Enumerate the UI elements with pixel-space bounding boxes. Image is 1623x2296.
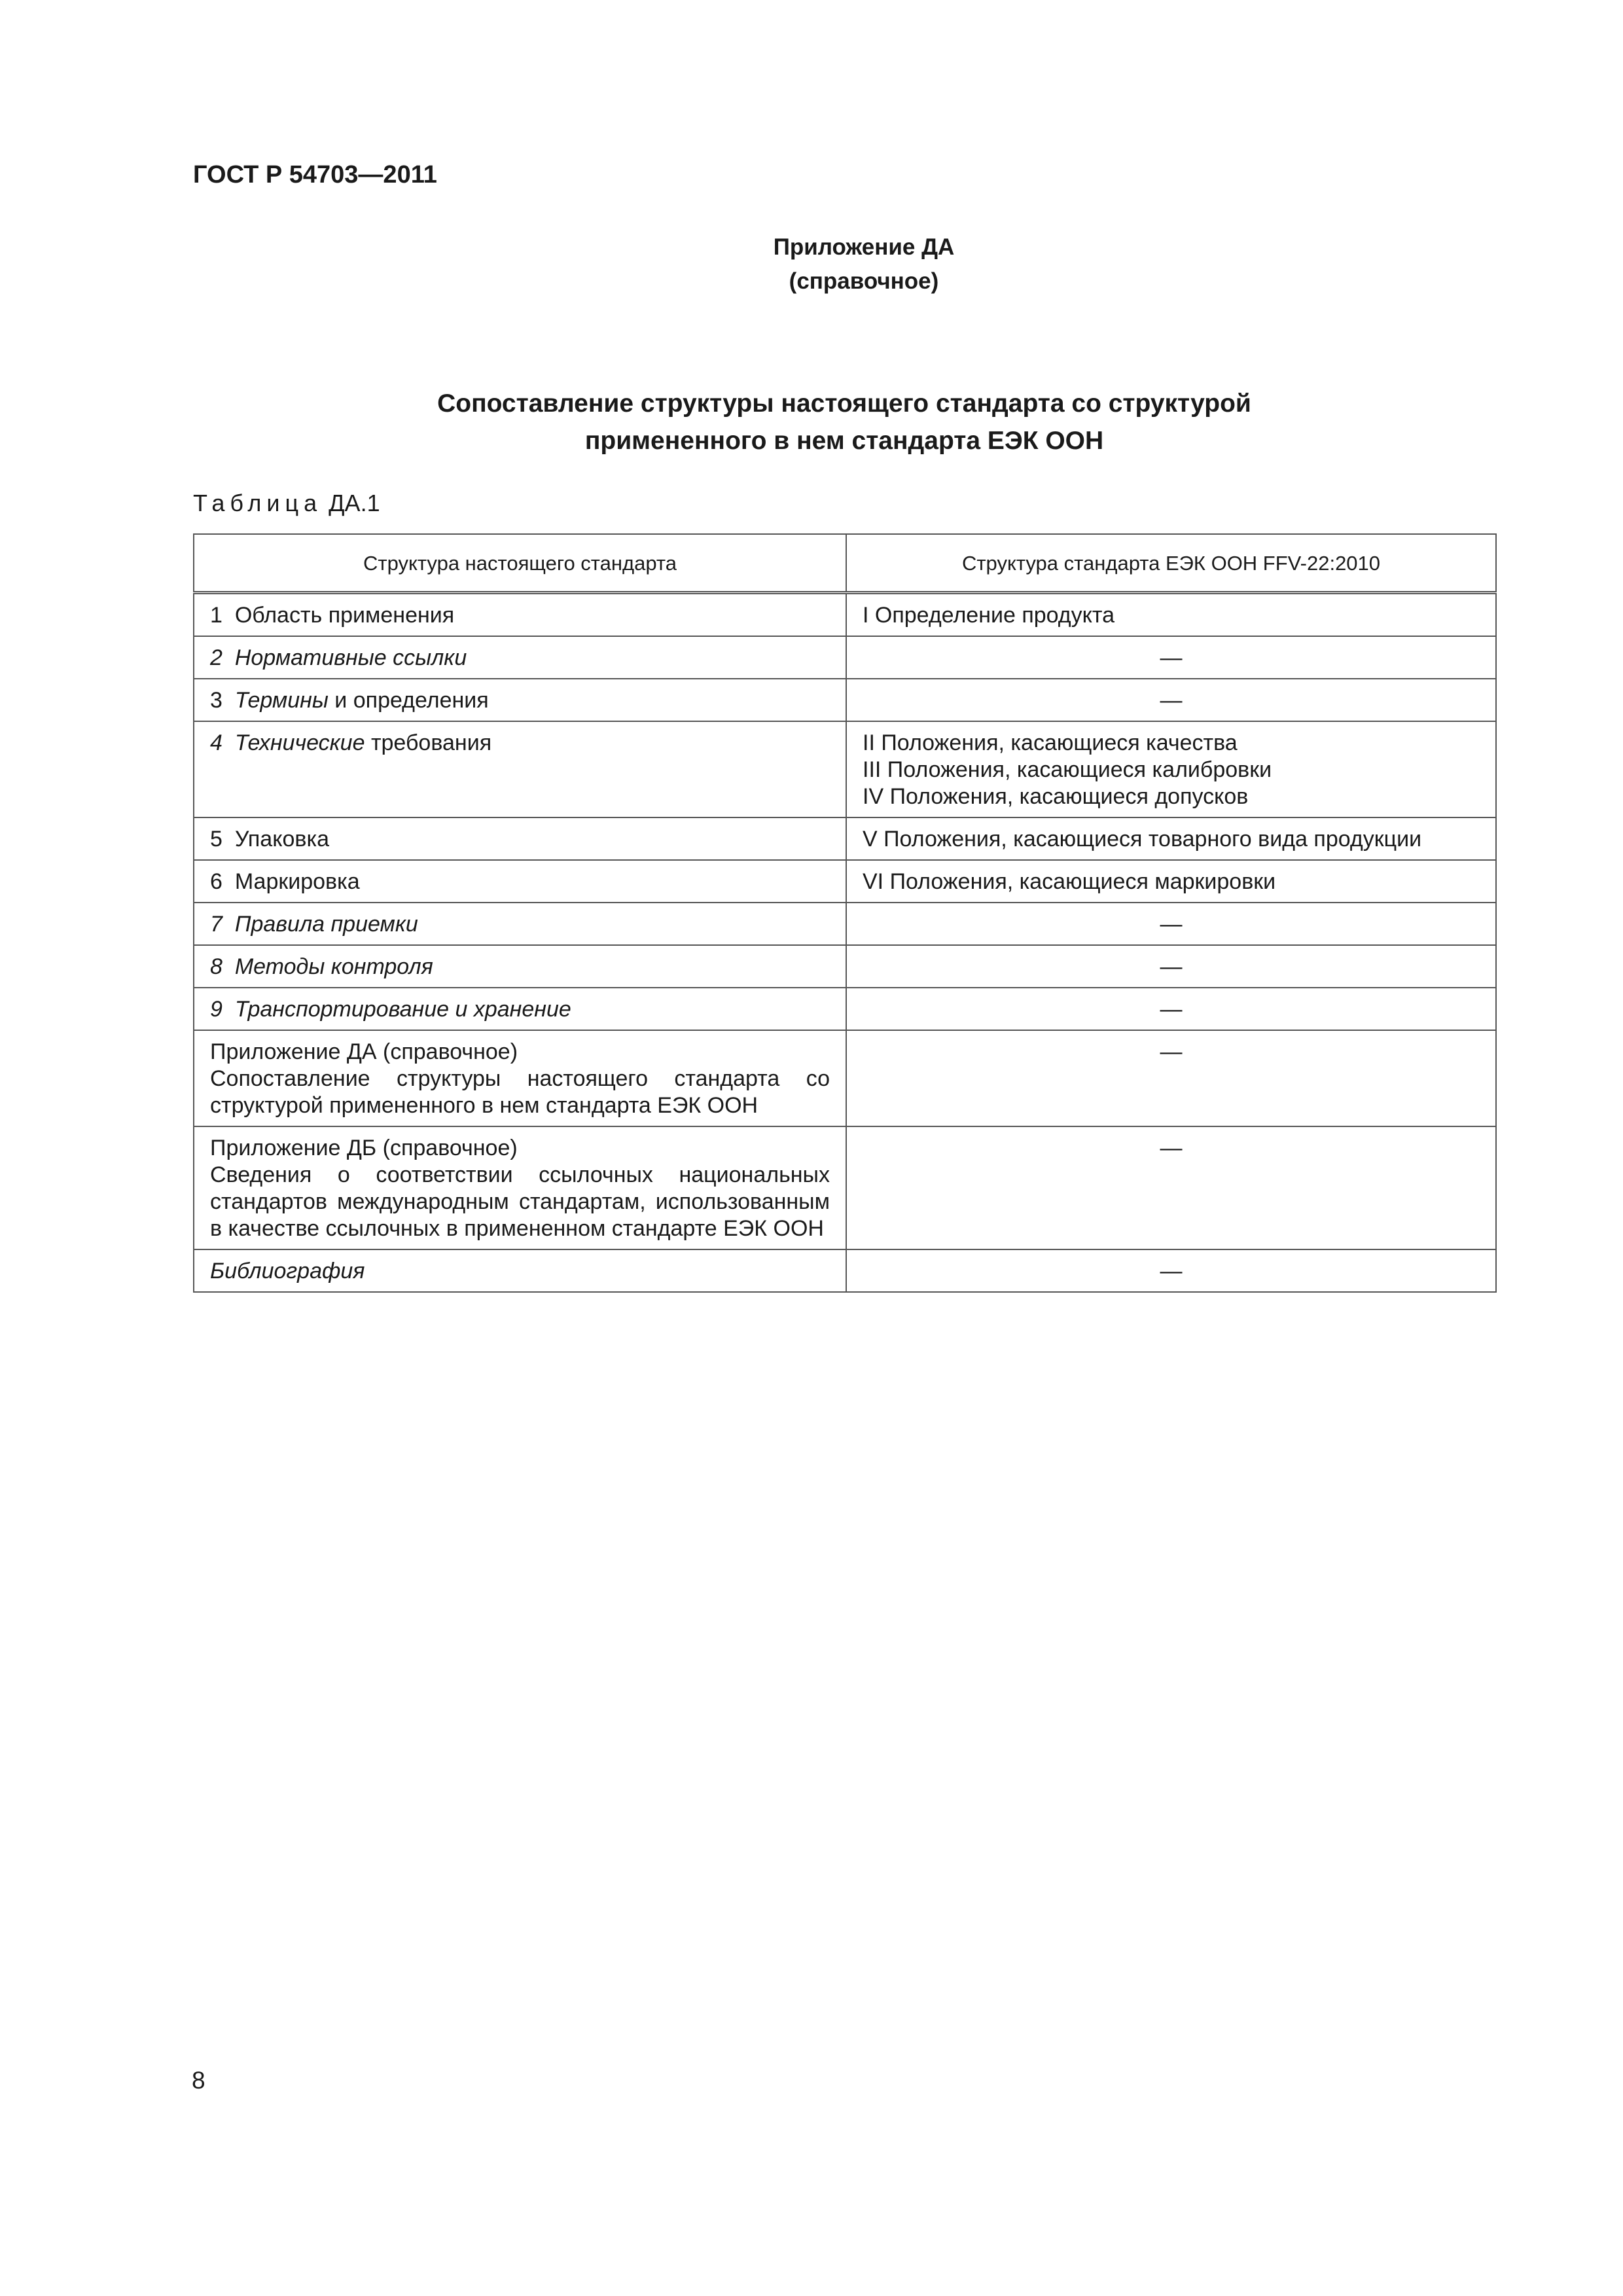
section-title-italic: Нормативные ссылки [234, 645, 467, 670]
table-cell-unece [846, 1249, 1496, 1292]
table-row [194, 817, 1496, 860]
section-title-italic: Термины [234, 688, 329, 713]
table-row [194, 721, 1496, 817]
table-cell-current [194, 1030, 846, 1126]
table-row [194, 903, 1496, 945]
table-cell-current [194, 1126, 846, 1249]
table-cell-current [194, 988, 846, 1030]
no-correspondence-dash: — [1160, 1259, 1183, 1283]
unece-section: II Положения, касающиеся качества [863, 730, 1238, 755]
table-row [194, 945, 1496, 988]
table-cell-current [194, 860, 846, 903]
table-cell-unece [846, 988, 1496, 1030]
document-code: ГОСТ Р 54703—2011 [193, 161, 437, 188]
no-correspondence-dash: — [1160, 912, 1183, 937]
page-number: 8 [192, 2067, 205, 2094]
section-title: требования [365, 730, 492, 755]
section-title-italic: Правила приемки [234, 912, 418, 937]
section-number: 2 [210, 645, 223, 670]
table-cell-unece [846, 817, 1496, 860]
table-row [194, 593, 1496, 637]
appendix-reference: Приложение ДБ (справочное) [210, 1136, 518, 1160]
table-row [194, 1249, 1496, 1292]
table-cell-unece [846, 945, 1496, 988]
table-row [194, 636, 1496, 679]
table-cell-unece [846, 860, 1496, 903]
table-cell-current [194, 593, 846, 637]
appendix-heading [681, 230, 1047, 298]
no-correspondence-dash: — [1160, 645, 1183, 670]
table-cell-current [194, 679, 846, 721]
section-title-italic: Библиография [210, 1259, 365, 1283]
table-cell-unece [846, 903, 1496, 945]
section-number: 5 [210, 827, 223, 852]
unece-section: III Положения, касающиеся калибровки [863, 757, 1272, 782]
structure-comparison-table [193, 533, 1497, 1293]
appendix-reference: Приложение ДА (справочное) [210, 1039, 518, 1064]
section-number: 8 [210, 954, 223, 979]
no-correspondence-dash: — [1160, 688, 1183, 713]
table-caption-word: Таблица [193, 490, 323, 516]
appendix-description: Сведения о соответствии ссылочных национальных стандартов международным стандартам, использованным в качестве ссылочных в примененном стандарте ЕЭК ООН [210, 1162, 830, 1241]
table-cell-current [194, 945, 846, 988]
no-correspondence-dash: — [1160, 1136, 1183, 1160]
section-number: 7 [210, 912, 223, 937]
appendix-description: Сопоставление структуры настоящего стандарта со структурой примененного в нем стандарта ЕЭК ООН [210, 1066, 830, 1118]
section-number: 6 [210, 869, 223, 894]
main-title-line-2: примененного в нем стандарта ЕЭК ООН [584, 427, 1104, 455]
no-correspondence-dash: — [1160, 954, 1183, 979]
unece-section: IV Положения, касающиеся допусков [863, 784, 1249, 809]
table-caption-number: ДА.1 [329, 490, 380, 516]
table-row [194, 988, 1496, 1030]
section-title: Область применения [234, 603, 455, 628]
table-row [194, 1030, 1496, 1126]
section-title-italic: Транспортирование и хранение [234, 997, 571, 1022]
appendix-title: Приложение ДА [773, 234, 955, 260]
section-title: Маркировка [234, 869, 360, 894]
table-cell-current [194, 817, 846, 860]
section-title: Упаковка [234, 827, 329, 852]
no-correspondence-dash: — [1160, 1039, 1183, 1064]
table-row [194, 1126, 1496, 1249]
table-cell-current [194, 1249, 846, 1292]
section-number: 3 [210, 688, 223, 713]
section-title-italic: Методы контроля [234, 954, 433, 979]
column-header-current-standard: Структура настоящего стандарта [194, 534, 846, 593]
table-cell-current [194, 636, 846, 679]
table-header-row [194, 534, 1496, 593]
section-title: и определения [328, 688, 489, 713]
table-cell-unece [846, 1030, 1496, 1126]
no-correspondence-dash: — [1160, 997, 1183, 1022]
table-cell-unece [846, 721, 1496, 817]
table-cell-current [194, 903, 846, 945]
unece-section: VI Положения, касающиеся маркировки [863, 869, 1276, 894]
table-row [194, 679, 1496, 721]
appendix-type: (справочное) [789, 268, 939, 294]
main-title [193, 385, 1495, 459]
main-title-line-1: Сопоставление структуры настоящего стандарта со структурой [437, 389, 1251, 418]
table-cell-current [194, 721, 846, 817]
table-row [194, 860, 1496, 903]
table-cell-unece [846, 1126, 1496, 1249]
section-number: 4 [210, 730, 223, 755]
table-cell-unece [846, 636, 1496, 679]
unece-section: I Определение продукта [863, 603, 1115, 628]
section-title-italic: Технические [234, 730, 365, 755]
table-cell-unece [846, 679, 1496, 721]
section-number: 9 [210, 997, 223, 1022]
table-cell-unece [846, 593, 1496, 637]
table-caption [193, 490, 380, 517]
section-number: 1 [210, 603, 223, 628]
column-header-unece-standard: Структура стандарта ЕЭК ООН FFV-22:2010 [846, 534, 1496, 593]
unece-section: V Положения, касающиеся товарного вида продукции [863, 827, 1422, 852]
